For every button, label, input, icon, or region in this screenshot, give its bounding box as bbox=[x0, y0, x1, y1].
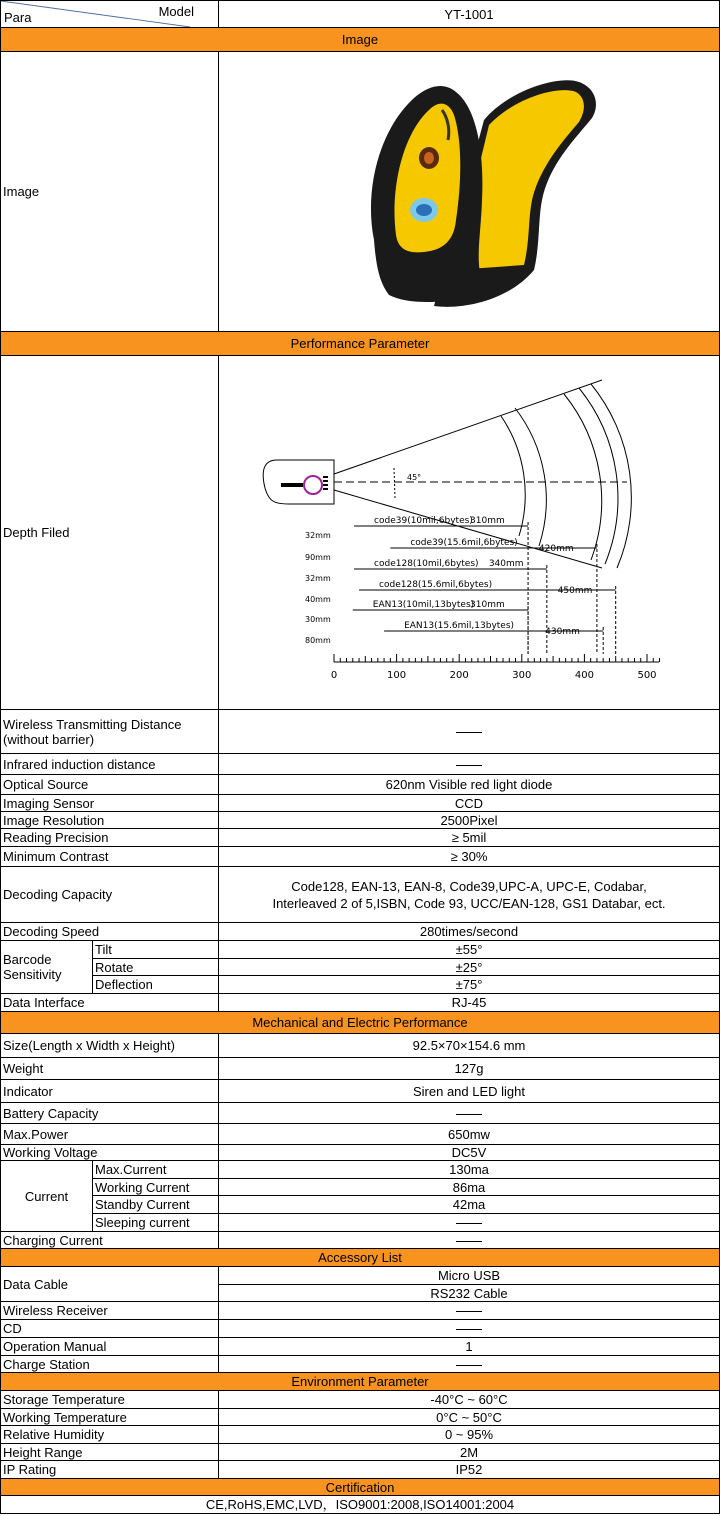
precision-label: Reading Precision bbox=[1, 829, 219, 847]
tilt-value: ±55° bbox=[219, 941, 720, 959]
range-min-label: 90mm bbox=[305, 553, 331, 562]
range-code-label: code128(10mil,6bytes) bbox=[374, 559, 479, 569]
depth-chart-cell bbox=[219, 356, 720, 710]
precision-value: ≥ 5mil bbox=[219, 829, 720, 847]
battery-label: Battery Capacity bbox=[1, 1103, 219, 1124]
para-label: Para bbox=[4, 10, 32, 25]
max-current-label: Max.Current bbox=[93, 1161, 219, 1179]
dash-mark bbox=[456, 1114, 482, 1115]
range-max-label: 420mm bbox=[538, 544, 574, 554]
infrared-label: Infrared induction distance bbox=[1, 754, 219, 775]
infrared-value bbox=[219, 754, 720, 775]
dash-mark bbox=[456, 1311, 482, 1312]
wireless-label: Wireless Transmitting Distance (without barrier) bbox=[1, 710, 219, 754]
cable-value-1: Micro USB bbox=[219, 1267, 720, 1285]
range-min-label: 32mm bbox=[305, 574, 331, 583]
size-value: 92.5×70×154.6 mm bbox=[219, 1034, 720, 1058]
sleeping-current-label: Sleeping current bbox=[93, 1214, 219, 1232]
model-label: Model bbox=[158, 4, 194, 19]
contrast-value: ≥ 30% bbox=[219, 847, 720, 867]
height-label: Height Range bbox=[1, 1444, 219, 1461]
cable-label: Data Cable bbox=[1, 1267, 219, 1302]
weight-value: 127g bbox=[219, 1058, 720, 1080]
axis-tick-label: 200 bbox=[449, 670, 469, 681]
angle-label: 45° bbox=[407, 473, 422, 482]
barcode-scanner-image bbox=[334, 70, 604, 310]
field-upper-edge bbox=[334, 380, 602, 474]
axis-tick-label: 100 bbox=[387, 670, 407, 681]
axis-tick-label: 400 bbox=[574, 670, 594, 681]
sleeping-current-value bbox=[219, 1214, 720, 1232]
dash-mark bbox=[456, 1241, 482, 1242]
power-label: Max.Power bbox=[1, 1124, 219, 1145]
interface-label: Data Interface bbox=[1, 994, 219, 1012]
sensor-value: CCD bbox=[219, 795, 720, 812]
range-code-label: EAN13(15.6mil,13bytes) bbox=[404, 621, 515, 631]
working-current-label: Working Current bbox=[93, 1179, 219, 1196]
depth-of-field-diagram bbox=[219, 356, 720, 706]
voltage-value: DC5V bbox=[219, 1145, 720, 1161]
axis-tick-label: 0 bbox=[330, 670, 338, 681]
resolution-label: Image Resolution bbox=[1, 812, 219, 829]
charging-label: Charging Current bbox=[1, 1232, 219, 1249]
contrast-label: Minimum Contrast bbox=[1, 847, 219, 867]
charging-value bbox=[219, 1232, 720, 1249]
certification-value: CE,RoHS,EMC,LVD，ISO9001:2008,ISO14001:2004 bbox=[1, 1496, 720, 1514]
section-mechanical: Mechanical and Electric Performance bbox=[1, 1012, 720, 1034]
range-max-label: 310mm bbox=[470, 516, 505, 526]
optical-value: 620nm Visible red light diode bbox=[219, 775, 720, 795]
ip-value: IP52 bbox=[219, 1461, 720, 1479]
model-value: YT-1001 bbox=[219, 1, 720, 28]
range-max-label: 340mm bbox=[488, 559, 524, 569]
range-min-label: 32mm bbox=[305, 531, 331, 540]
station-label: Charge Station bbox=[1, 1356, 219, 1373]
range-code-label: code128(15.6mil,6bytes) bbox=[379, 580, 493, 590]
axis-tick-label: 500 bbox=[637, 670, 657, 681]
range-max-label: 450mm bbox=[557, 586, 593, 596]
current-label: Current bbox=[1, 1161, 93, 1232]
receiver-label: Wireless Receiver bbox=[1, 1302, 219, 1320]
station-value bbox=[219, 1356, 720, 1373]
rotate-value: ±25° bbox=[219, 959, 720, 976]
axis-tick-label: 300 bbox=[512, 670, 532, 681]
scanner-window-icon bbox=[304, 476, 322, 494]
depth-axis bbox=[331, 654, 660, 681]
decoding-line-1: Code128, EAN-13, EAN-8, Code39,UPC-A, UPC-E, Codabar, bbox=[291, 878, 647, 894]
dash-mark bbox=[456, 732, 482, 733]
field-lower-edge bbox=[334, 490, 602, 568]
range-min-label: 80mm bbox=[305, 636, 331, 645]
standby-current-value: 42ma bbox=[219, 1196, 720, 1214]
tilt-label: Tilt bbox=[93, 941, 219, 959]
range-min-label: 30mm bbox=[305, 615, 331, 624]
section-image: Image bbox=[1, 28, 720, 52]
height-value: 2M bbox=[219, 1444, 720, 1461]
cd-value bbox=[219, 1320, 720, 1338]
working-temp-label: Working Temperature bbox=[1, 1409, 219, 1426]
dash-mark bbox=[456, 1365, 482, 1366]
range-code-label: EAN13(10mil,13bytes) bbox=[372, 600, 475, 610]
indicator-label: Indicator bbox=[1, 1080, 219, 1103]
manual-label: Operation Manual bbox=[1, 1338, 219, 1356]
storage-label: Storage Temperature bbox=[1, 1391, 219, 1409]
indicator-value: Siren and LED light bbox=[219, 1080, 720, 1103]
power-value: 650mw bbox=[219, 1124, 720, 1145]
depth-rows bbox=[305, 516, 616, 654]
header-corner-cell bbox=[1, 1, 219, 28]
cd-label: CD bbox=[1, 1320, 219, 1338]
range-max-label: 310mm bbox=[470, 600, 505, 610]
decoding-value bbox=[219, 867, 720, 923]
range-code-label: code39(10mil,6bytes) bbox=[374, 516, 473, 526]
section-accessory: Accessory List bbox=[1, 1249, 720, 1267]
receiver-value bbox=[219, 1302, 720, 1320]
resolution-value: 2500Pixel bbox=[219, 812, 720, 829]
scanner-image-cell bbox=[219, 52, 720, 332]
speed-label: Decoding Speed bbox=[1, 923, 219, 941]
working-temp-value: 0°C ~ 50°C bbox=[219, 1409, 720, 1426]
storage-value: -40°C ~ 60°C bbox=[219, 1391, 720, 1409]
speed-value: 280times/second bbox=[219, 923, 720, 941]
decoding-line-2: Interleaved 2 of 5,ISBN, Code 93, UCC/EAN-128, GS1 Databar, ect. bbox=[272, 895, 666, 911]
battery-value bbox=[219, 1103, 720, 1124]
range-max-label: 430mm bbox=[545, 627, 580, 637]
size-label: Size(Length x Width x Height) bbox=[1, 1034, 219, 1058]
range-min-label: 40mm bbox=[305, 595, 331, 604]
deflection-value: ±75° bbox=[219, 976, 720, 994]
decoding-label: Decoding Capacity bbox=[1, 867, 219, 923]
range-code-label: code39(15.6mil,6bytes) bbox=[410, 538, 518, 548]
section-environment: Environment Parameter bbox=[1, 1373, 720, 1391]
interface-value: RJ-45 bbox=[219, 994, 720, 1012]
cable-value-2: RS232 Cable bbox=[219, 1285, 720, 1302]
voltage-label: Working Voltage bbox=[1, 1145, 219, 1161]
dash-mark bbox=[456, 1223, 482, 1224]
working-current-value: 86ma bbox=[219, 1179, 720, 1196]
depth-label: Depth Filed bbox=[1, 356, 219, 710]
image-row-label: Image bbox=[1, 52, 219, 332]
dash-mark bbox=[456, 765, 482, 766]
section-certification: Certification bbox=[1, 1479, 720, 1496]
dash-mark bbox=[456, 1329, 482, 1330]
sensor-label: Imaging Sensor bbox=[1, 795, 219, 812]
section-performance: Performance Parameter bbox=[1, 332, 720, 356]
optical-label: Optical Source bbox=[1, 775, 219, 795]
wireless-value bbox=[219, 710, 720, 754]
humidity-label: Relative Humidity bbox=[1, 1426, 219, 1444]
weight-label: Weight bbox=[1, 1058, 219, 1080]
max-current-value: 130ma bbox=[219, 1161, 720, 1179]
ip-label: IP Rating bbox=[1, 1461, 219, 1479]
rotate-label: Rotate bbox=[93, 959, 219, 976]
sensitivity-label: Barcode Sensitivity bbox=[1, 941, 93, 994]
deflection-label: Deflection bbox=[93, 976, 219, 994]
standby-current-label: Standby Current bbox=[93, 1196, 219, 1214]
humidity-value: 0 ~ 95% bbox=[219, 1426, 720, 1444]
manual-value: 1 bbox=[219, 1338, 720, 1356]
